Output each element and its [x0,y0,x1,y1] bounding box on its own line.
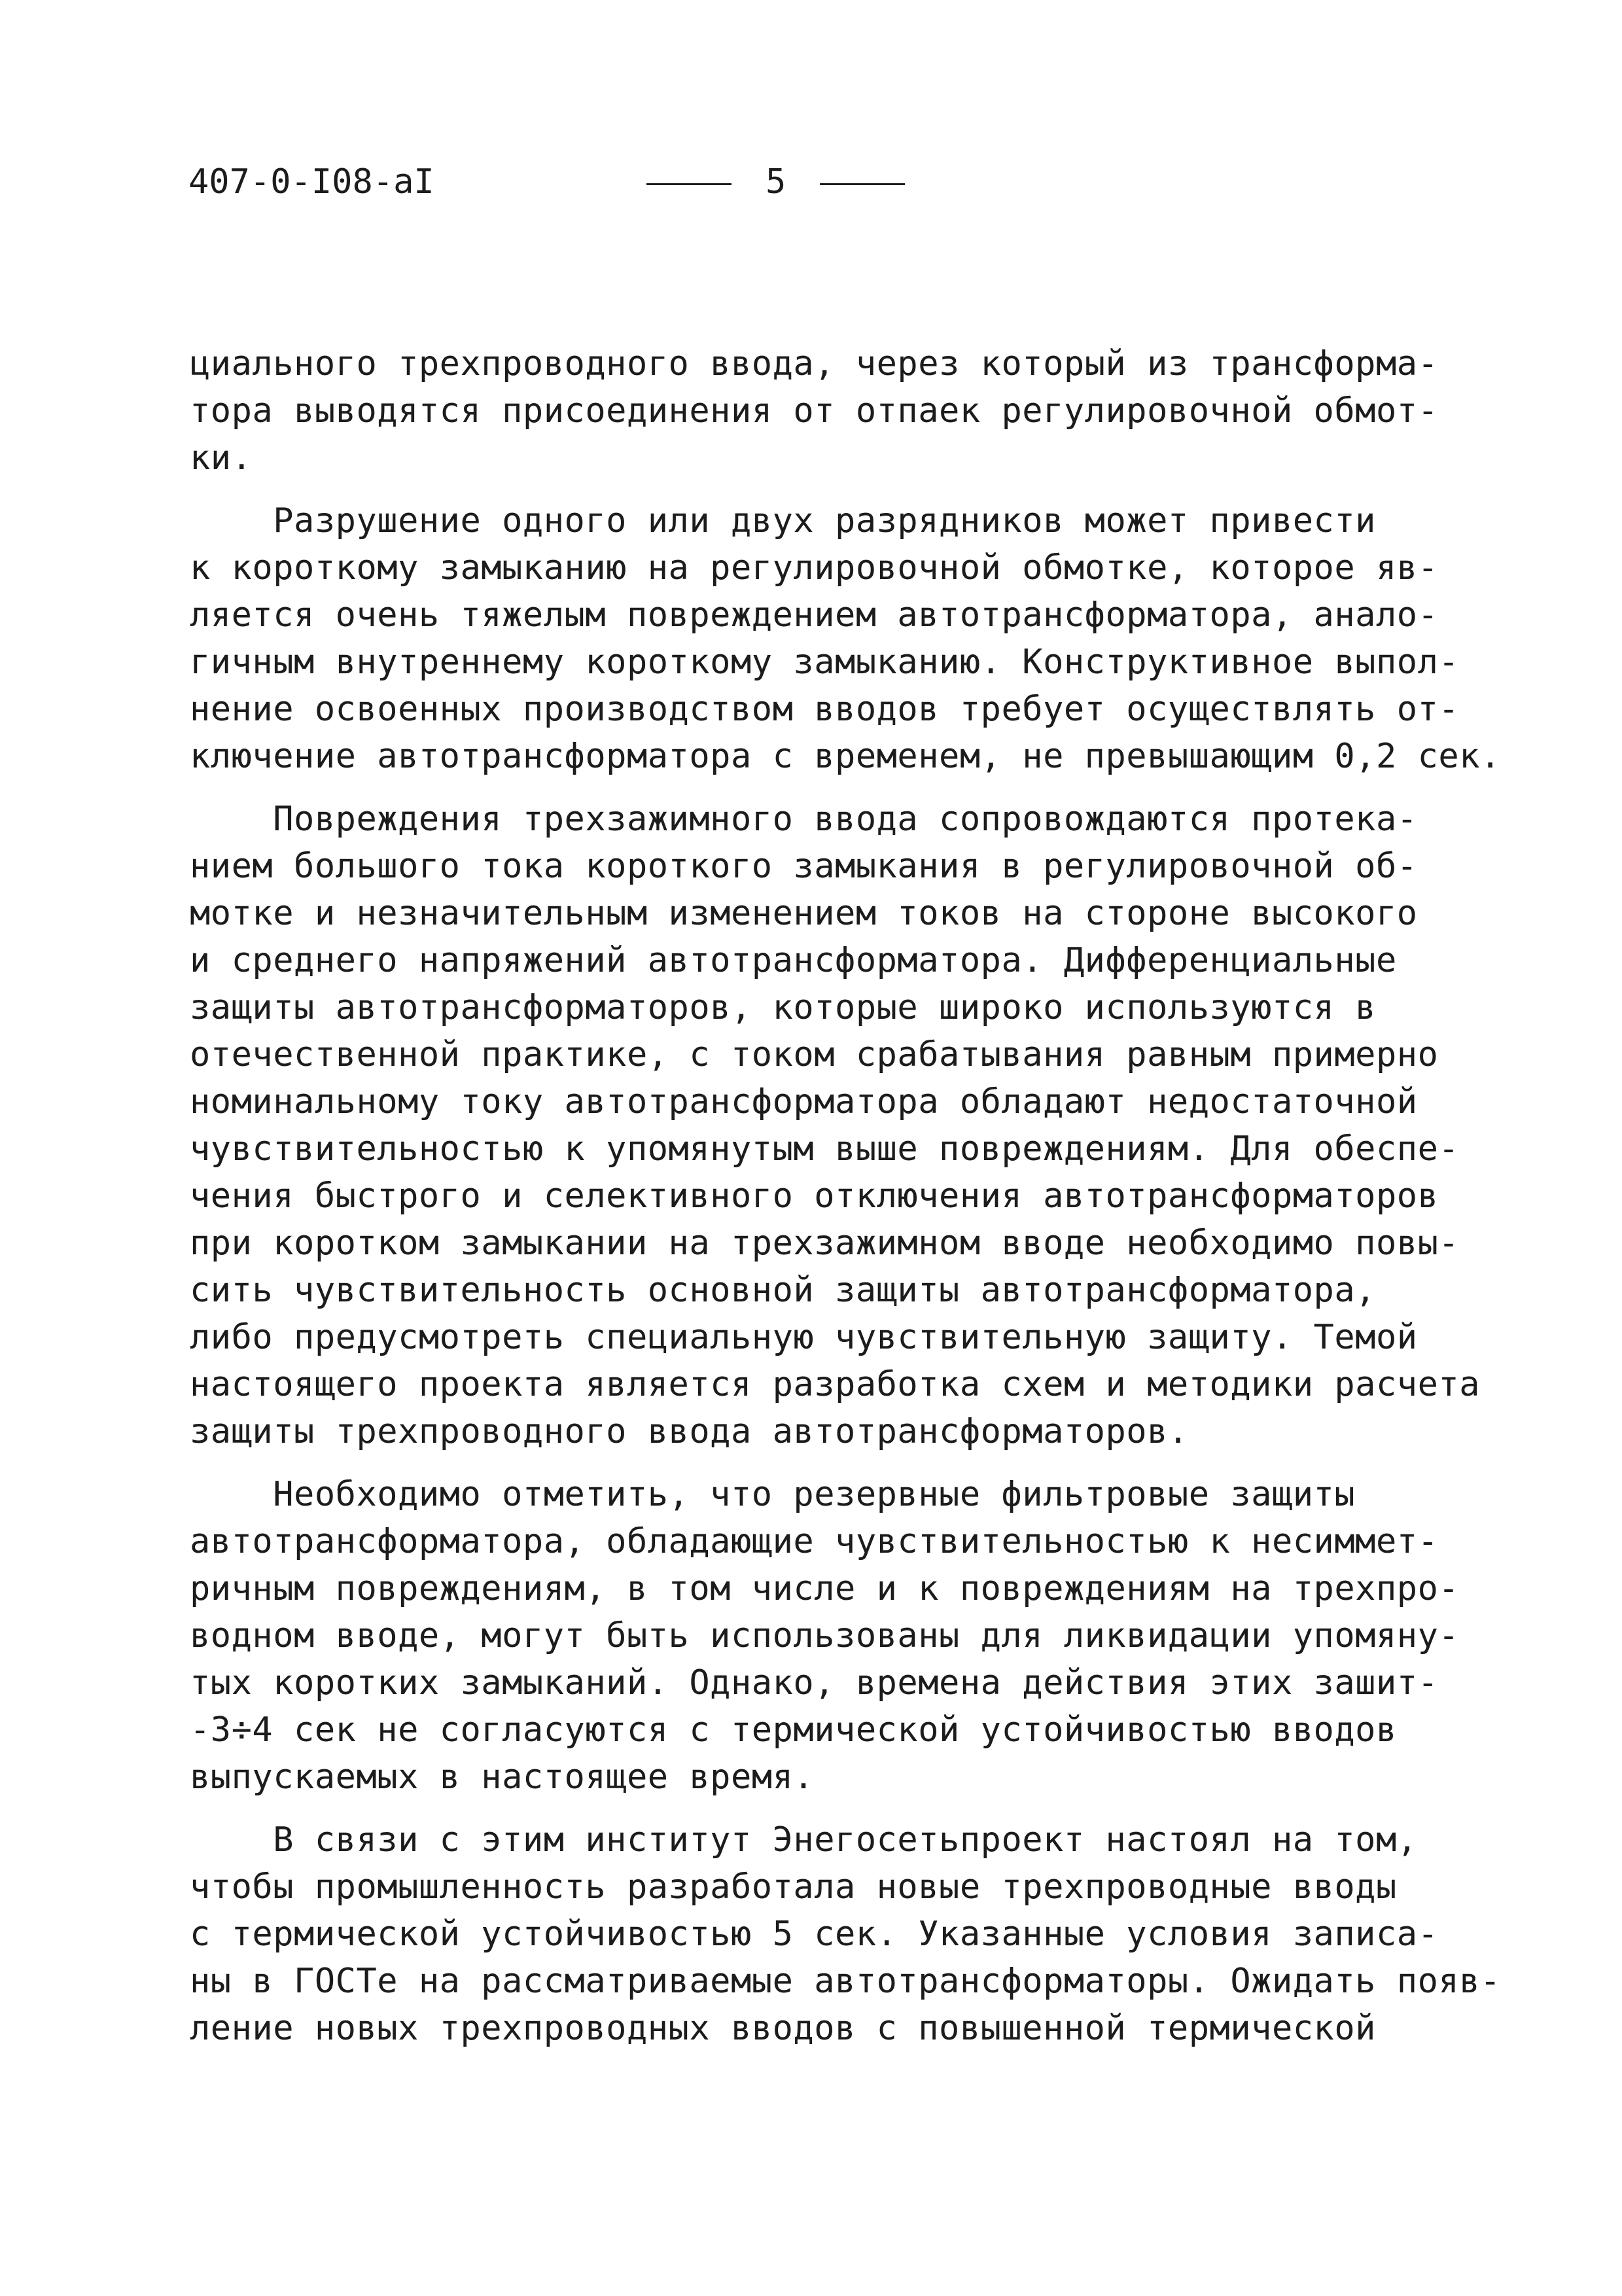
text-line: Повреждения трехзажимного ввода сопровождаются протека- [190,800,1418,839]
text-line: ление новых трехпроводных вводов с повышенной термической [190,2009,1376,2048]
page-number: 5 [766,162,786,202]
body-text [190,340,1501,2052]
text-line: нием большого тока короткого замыкания в регулировочной об- [190,847,1418,886]
text-line: -3÷4 сек не согласуются с термической устойчивостью вводов [190,1710,1397,1750]
text-line: гичным внутреннему короткому замыканию. Конструктивное выпол- [190,643,1460,682]
text-line: мотке и незначительным изменением токов на стороне высокого [190,894,1418,933]
text-line: нение освоенных производством вводов требует осуществлять от- [190,690,1460,729]
page-header [188,156,1432,208]
paragraph [190,1816,1501,2052]
text-line: к короткому замыканию на регулировочной обмотке, которое яв- [190,548,1439,588]
text-line: номинальному току автотрансформатора обладают недостаточной [190,1082,1418,1122]
text-line: водном вводе, могут быть использованы для ликвидации упомяну- [190,1616,1460,1655]
page-number-group [646,156,905,208]
text-line: автотрансформатора, обладающие чувствительностью к несиммет- [190,1522,1439,1561]
paragraph-gap [190,1455,1453,1471]
text-line: отечественной практике, с током срабатывания равным примерно [190,1035,1439,1074]
document-code: 407-0-I08-aI [188,162,434,202]
text-line: защиты автотрансформаторов, которые широко используются в [190,988,1376,1027]
right-dash [820,183,905,185]
text-line: при коротком замыкании на трехзажимном вводе необходимо повы- [190,1224,1460,1263]
paragraph [190,497,1501,780]
text-line: выпускаемых в настоящее время. [190,1757,815,1797]
text-line: чтобы промышленность разработала новые трехпроводные вводы [190,1867,1397,1907]
text-line: ляется очень тяжелым повреждением автотрансформатора, анало- [190,595,1439,635]
text-line: В связи с этим институт Энегосетьпроект настоял на том, [190,1820,1418,1860]
text-line: Разрушение одного или двух разрядников может привести [190,501,1376,540]
text-line: настоящего проекта является разработка схем и методики расчета [190,1365,1481,1404]
paragraph-gap [190,1801,1453,1816]
paragraph-gap [190,482,1453,497]
text-line: с термической устойчивостью 5 сек. Указанные условия записа- [190,1915,1439,1954]
text-line: Необходимо отметить, что резервные фильтровые защиты [190,1475,1356,1514]
paragraph-gap [190,780,1453,796]
text-line: и среднего напряжений автотрансформатора. Дифференциальные [190,941,1397,980]
text-line: тых коротких замыканий. Однако, времена действия этих зашит- [190,1663,1439,1703]
text-line: тора выводятся присоединения от отпаек регулировочной обмот- [190,391,1439,431]
text-line: ричным повреждениям, в том числе и к повреждениям на трехпро- [190,1569,1460,1608]
text-line: чувствительностью к упомянутым выше повреждениям. Для обеспе- [190,1129,1460,1169]
text-line: ключение автотрансформатора с временем, не превышающим 0,2 сек. [190,737,1501,776]
paragraph [190,796,1481,1455]
left-dash [646,183,732,185]
text-line: ки. [190,438,253,478]
text-line: чения быстрого и селективного отключения автотрансформаторов [190,1176,1439,1216]
paragraph [190,1471,1460,1801]
text-line: циального трехпроводного ввода, через который из трансформа- [190,344,1439,383]
paragraph [190,340,1453,482]
text-line: либо предусмотреть специальную чувствительную защиту. Темой [190,1318,1418,1357]
text-line: сить чувствительность основной защиты автотрансформатора, [190,1271,1376,1310]
text-line: ны в ГОСТе на рассматриваемые автотрансформаторы. Ожидать появ- [190,1962,1501,2001]
text-line: защиты трехпроводного ввода автотрансформаторов. [190,1412,1189,1451]
